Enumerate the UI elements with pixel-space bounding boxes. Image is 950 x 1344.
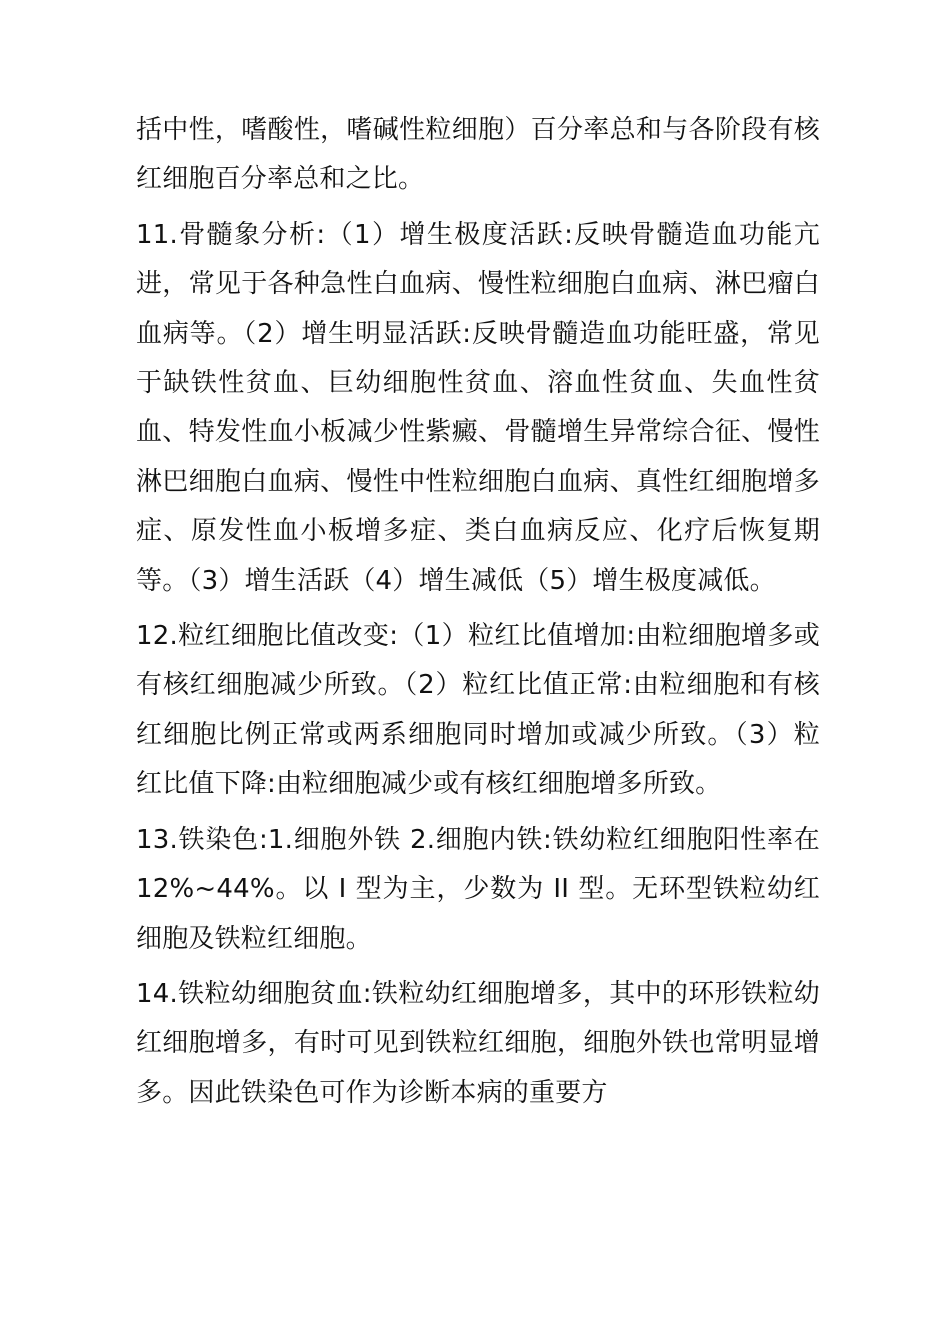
paragraph-item-11: 11.骨髓象分析:（1）增生极度活跃:反映骨髓造血功能亢进，常见于各种急性白血病、慢性粒细胞白血病、淋巴瘤白血病等。（2）增生明显活跃:反映骨髓造血功能旺盛，常见于缺铁性贫血、巨幼细胞性贫血、溶血性贫血、失血性贫血、特发性血小板减少性紫癜、骨髓增生异常综合征、慢性淋巴细胞白血病、慢性中性粒细胞白血病、真性红细胞增多症、原发性血小板增多症、类白血病反应、化疗后恢复期等。（3）增生活跃（4）增生减低（5）增生极度减低。 (136, 219, 820, 596)
paragraph-continuation: 括中性，嗜酸性，嗜碱性粒细胞）百分率总和与各阶段有核红细胞百分率总和之比。 (136, 115, 820, 195)
document-page (136, 106, 820, 1124)
paragraph-item-12: 12.粒红细胞比值改变:（1）粒红比值增加:由粒细胞增多或有核红细胞减少所致。（2）粒红比值正常:由粒细胞和有核红细胞比例正常或两系细胞同时增加或减少所致。（3）粒红比值下降:由粒细胞减少或有核红细胞增多所致。 (136, 621, 820, 800)
paragraph-item-13: 13.铁染色:1.细胞外铁 2.细胞内铁:铁幼粒红细胞阳性率在 12%~44%。以 I 型为主，少数为 II 型。无环型铁粒幼红细胞及铁粒红细胞。 (136, 824, 820, 954)
paragraph-item-14: 14.铁粒幼细胞贫血:铁粒幼红细胞增多，其中的环形铁粒幼红细胞增多，有时可见到铁粒红细胞，细胞外铁也常明显增多。因此铁染色可作为诊断本病的重要方 (136, 978, 820, 1108)
